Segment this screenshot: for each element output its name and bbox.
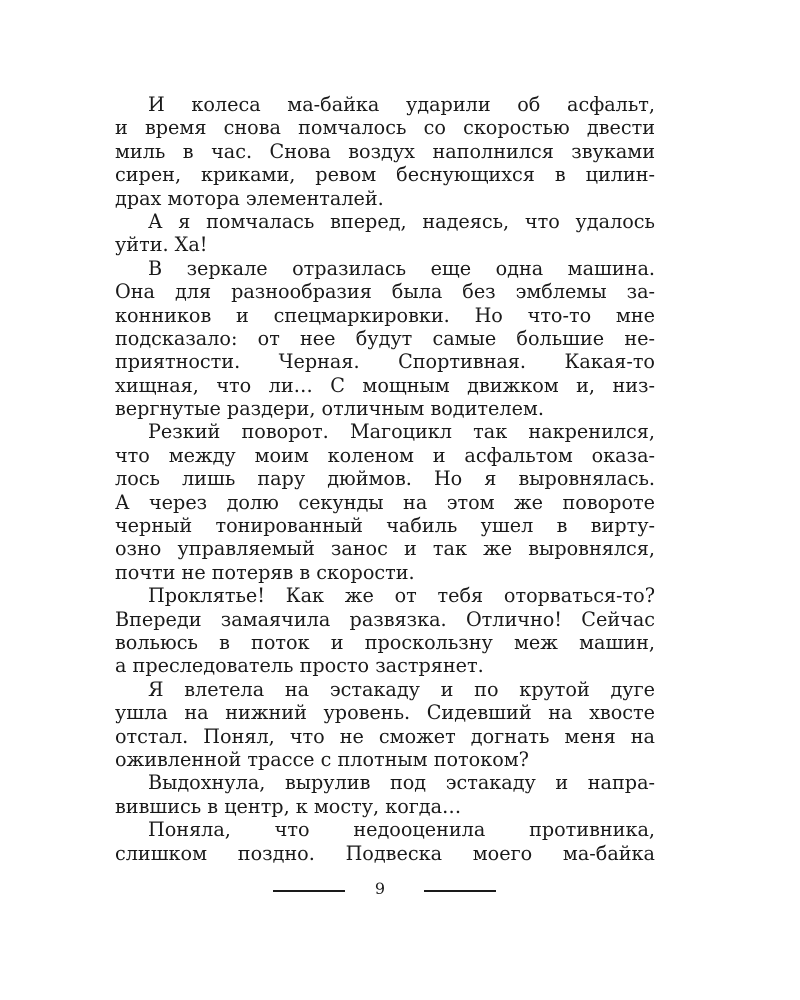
text-line: подсказало: от нее будут самые большие не- [115, 326, 655, 350]
footer-rule-right [424, 890, 496, 892]
text-line: А я помчалась вперед, надеясь, что удалось [148, 209, 655, 233]
text-line: и время снова помчалось со скоростью двести [115, 116, 655, 140]
text-line: Проклятье! Как же от тебя оторваться-то? [148, 584, 655, 608]
page-footer [0, 878, 800, 902]
text-line: а преследователь просто застрянет. [115, 654, 484, 678]
text-line: Выдохнула, вырулив под эстакаду и напра- [148, 771, 655, 795]
text-line: миль в час. Снова воздух наполнился звуками [115, 139, 655, 163]
text-line: уйти. Ха! [115, 233, 208, 257]
text-line: вергнутые раздери, отличным водителем. [115, 397, 544, 421]
text-line: ушла на нижний уровень. Сидевший на хвосте [115, 701, 655, 725]
text-line: конников и спецмаркировки. Но что-то мне [115, 303, 655, 327]
text-line: оживленной трассе с плотным потоком? [115, 747, 529, 771]
text-line: сирен, криками, ревом беснующихся в цилин- [115, 163, 655, 187]
text-line: отстал. Понял, что не сможет догнать меня на [115, 724, 655, 748]
page-number: 9 [374, 879, 386, 898]
text-line: Я влетела на эстакаду и по крутой дуге [148, 677, 655, 701]
text-line: И колеса ма-байка ударили об асфальт, [148, 93, 655, 116]
text-line: лось лишь пару дюймов. Но я выровнялась. [115, 467, 655, 491]
text-line: вольюсь в поток и проскользну меж машин, [115, 630, 655, 654]
text-line: В зеркале отразилась еще одна машина. [148, 256, 655, 280]
text-line: вившись в центр, к мосту, когда… [115, 794, 462, 818]
text-line: драх мотора элементалей. [115, 186, 384, 210]
text-line: приятности. Черная. Спортивная. Какая-то [115, 350, 655, 374]
text-line: слишком поздно. Подвеска моего ма-байка [115, 841, 655, 865]
body-text [115, 93, 655, 865]
text-line: Впереди замаячила развязка. Отлично! Сейчас [115, 607, 655, 631]
text-line: черный тонированный чабиль ушел в вирту- [115, 514, 655, 538]
text-line: Она для разнообразия была без эмблемы за- [115, 280, 655, 304]
text-line: Резкий поворот. Магоцикл так накренился, [148, 420, 655, 444]
text-line: озно управляемый занос и так же выровнялся, [115, 537, 655, 561]
text-line: Поняла, что недооценила противника, [148, 818, 655, 842]
text-line: хищная, что ли… С мощным движком и, низ- [115, 373, 655, 397]
text-line: А через долю секунды на этом же повороте [115, 490, 655, 514]
text-line: почти не потеряв в скорости. [115, 560, 415, 584]
footer-rule-left [273, 890, 345, 892]
text-line: что между моим коленом и асфальтом оказа- [115, 443, 655, 467]
